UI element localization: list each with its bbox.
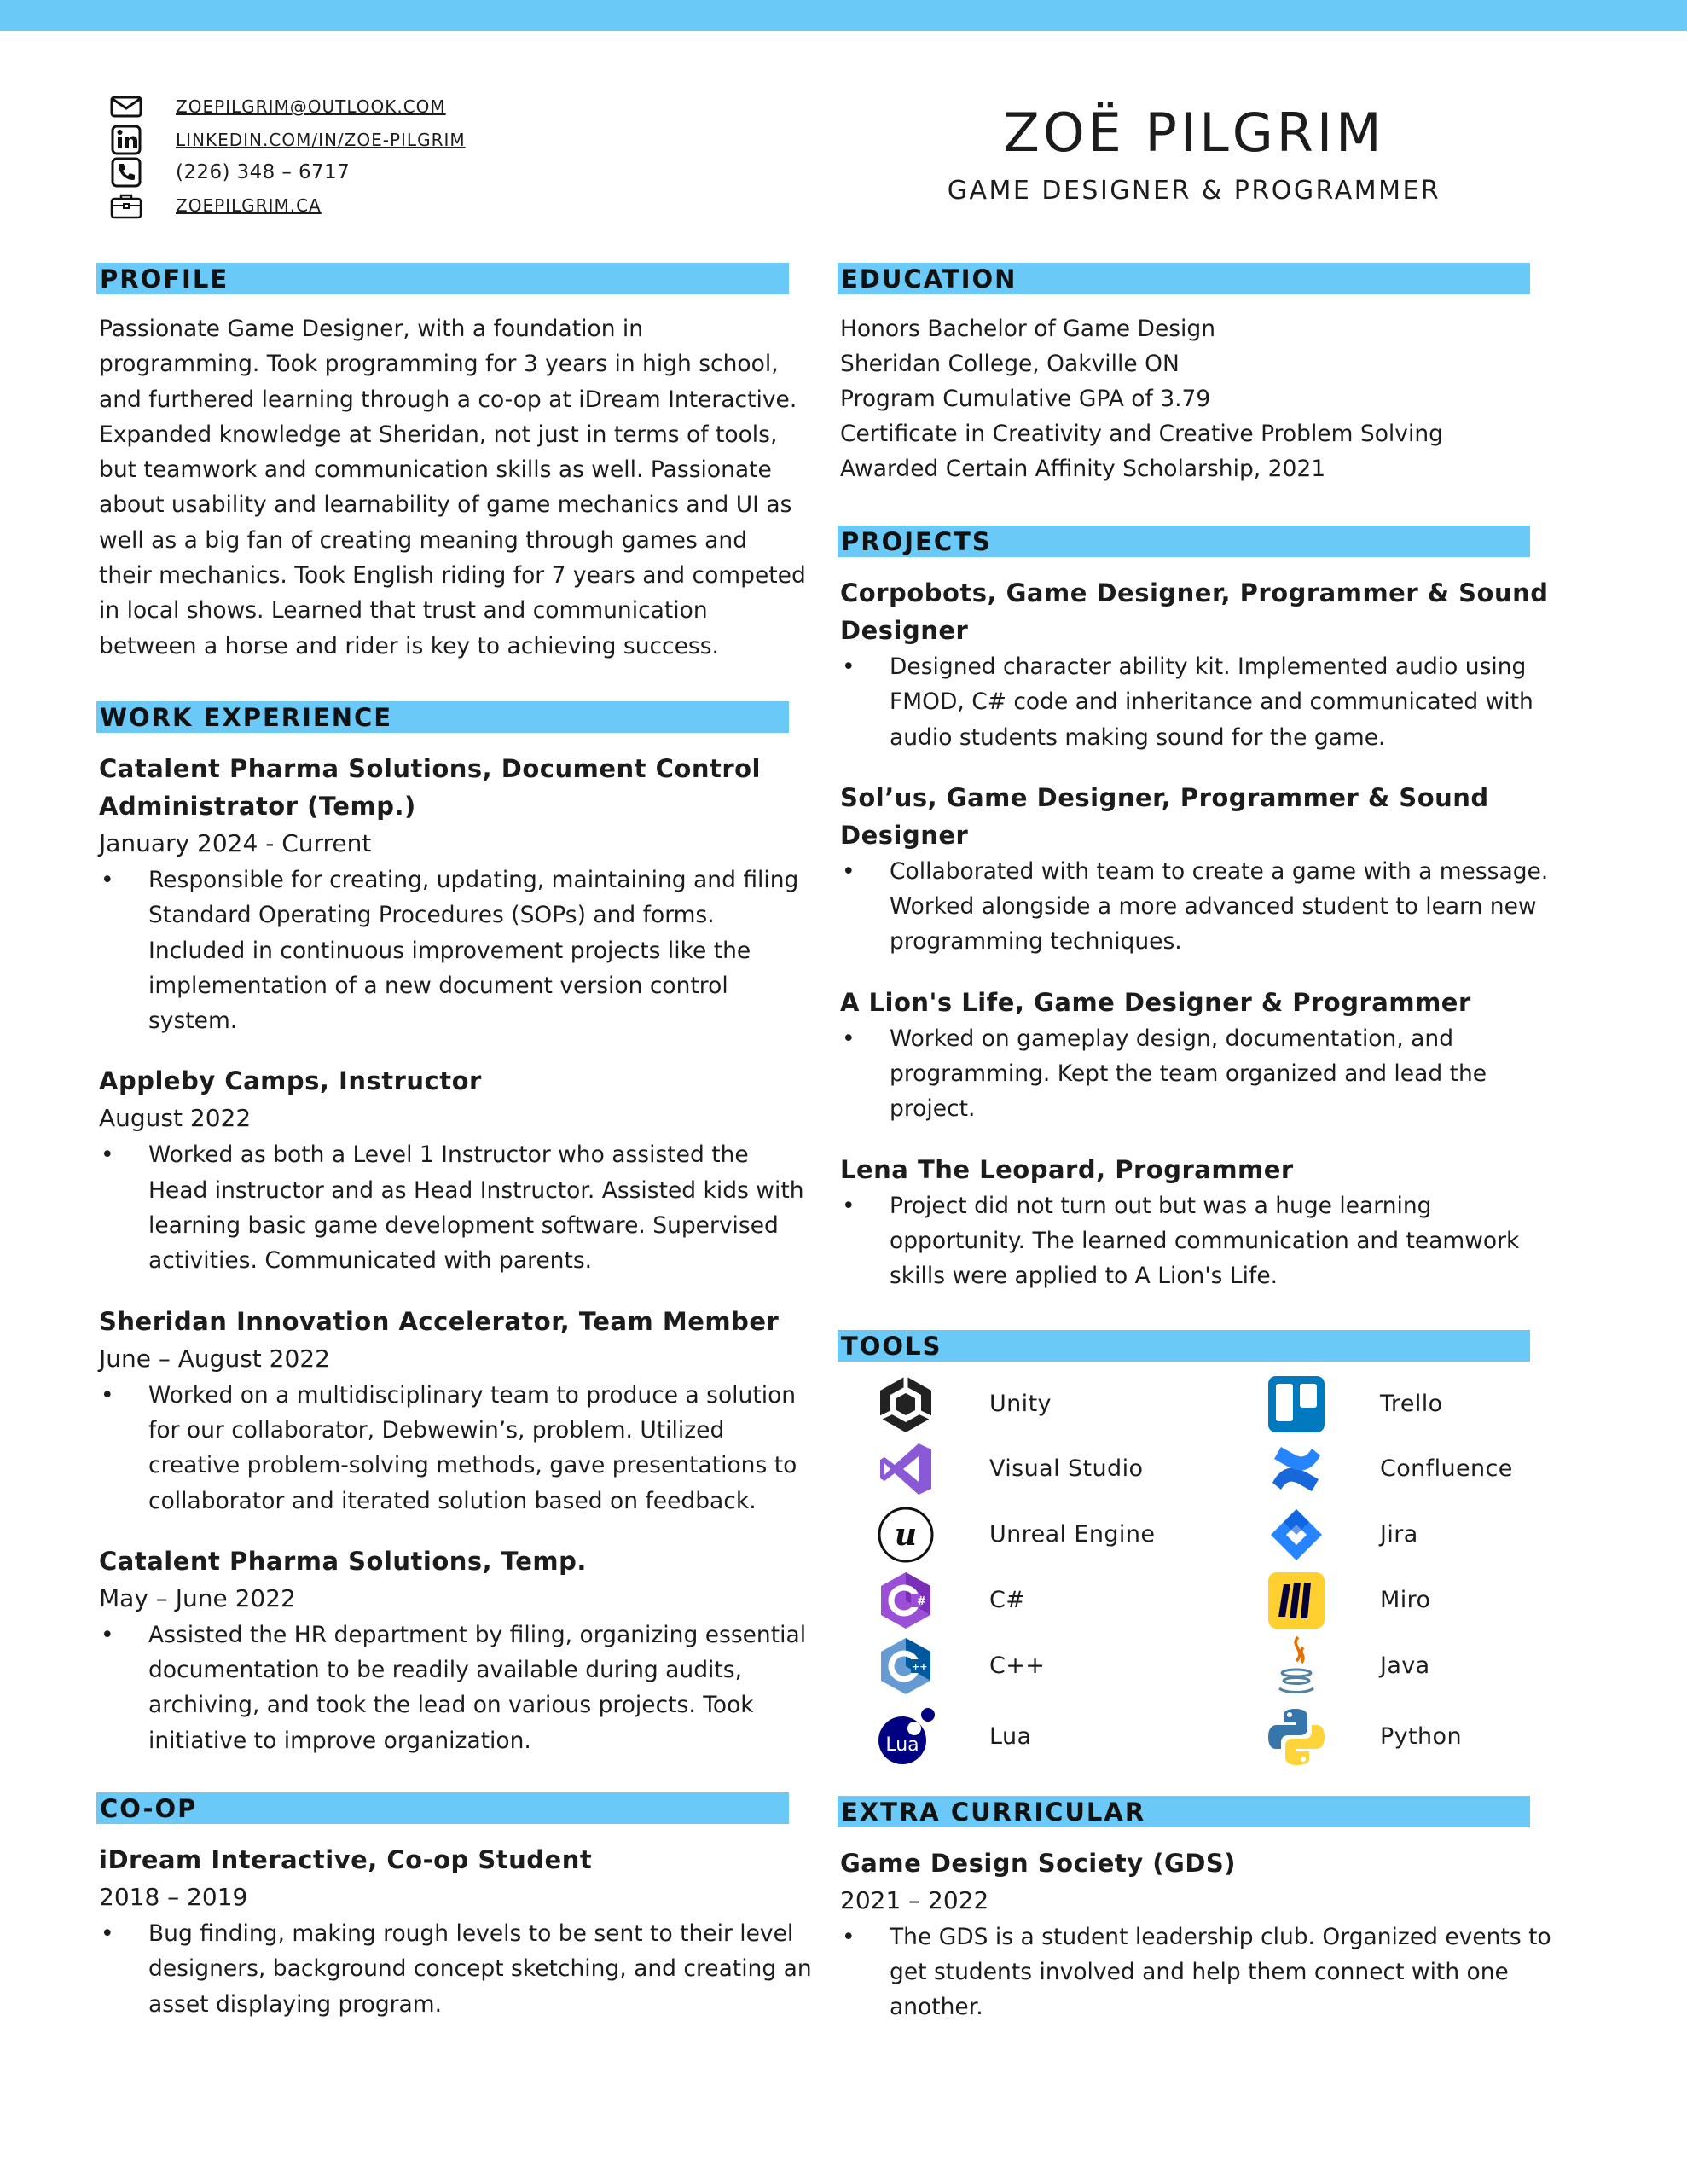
bullet-dot: • bbox=[842, 1192, 855, 1219]
bullet-dot: • bbox=[101, 1381, 114, 1409]
job-title: GAME DESIGNER & PROGRAMMER bbox=[947, 176, 1441, 206]
entry-bullet bbox=[99, 863, 813, 1038]
lua-icon-text: Lua bbox=[885, 1734, 919, 1756]
entry-bullet bbox=[99, 1916, 813, 2022]
tool-csharp bbox=[875, 1570, 1026, 1631]
lua-icon bbox=[875, 1706, 936, 1768]
cpp-icon bbox=[875, 1635, 936, 1697]
website-link[interactable]: ZOEPILGRIM.CA bbox=[176, 195, 322, 216]
education-line: Honors Bachelor of Game Design bbox=[840, 316, 1216, 342]
bullet-text: Collaborated with team to create a game with a message. Worked alongside a more advanced student to learn new programming techniques. bbox=[890, 857, 1549, 956]
entry-date: May – June 2022 bbox=[99, 1583, 296, 1612]
bullet-dot: • bbox=[842, 1923, 855, 1950]
entry-title: Game Design Society (GDS) bbox=[840, 1848, 1237, 1878]
work-entry bbox=[99, 1542, 813, 1758]
phone-number: (226) 348 – 6717 bbox=[176, 161, 351, 184]
tool-label: Unity bbox=[989, 1391, 1052, 1418]
contact-email-row bbox=[109, 90, 466, 124]
bullet-dot: • bbox=[101, 1621, 114, 1648]
education-line: Program Cumulative GPA of 3.79 bbox=[840, 386, 1211, 412]
tool-label: Python bbox=[1380, 1723, 1462, 1751]
entry-title: Corpobots, Game Designer, Programmer & Sound Designer bbox=[840, 578, 1549, 645]
tool-label: Unreal Engine bbox=[989, 1521, 1156, 1548]
bullet-dot: • bbox=[101, 866, 114, 893]
bullet-dot: • bbox=[101, 1920, 114, 1948]
tool-cpp bbox=[875, 1635, 1046, 1697]
profile-text: Passionate Game Designer, with a foundation in programming. Took programming for 3 years in high school, and furthered learning through a co-op at iDream Interactive. Expanded knowledge at Sheridan, not just in terms of tools, but teamwork and communication skills as well. Passionate about usability and learnability of game mechanics and UI as well as a big fan of creating meaning through games and their mechanics. Took English riding for 7 years and competed in local shows. Learned that trust and communication between a horse and rider is key to achieving success. bbox=[99, 316, 806, 659]
tool-label: Confluence bbox=[1380, 1455, 1513, 1483]
svg-text:#: # bbox=[917, 1594, 926, 1608]
linkedin-link[interactable]: LINKEDIN.COM/IN/ZOE-PILGRIM bbox=[176, 129, 466, 150]
entry-bullet bbox=[840, 1021, 1554, 1127]
bullet-text: Worked as both a Level 1 Instructor who assisted the Head instructor and as Head Instructor. Assisted kids with learning basic game development software. Supervised activities. Communicated with parents. bbox=[148, 1141, 804, 1275]
briefcase-icon bbox=[109, 191, 143, 220]
entry-date: 2021 – 2022 bbox=[840, 1885, 989, 1914]
entry-date: August 2022 bbox=[99, 1104, 252, 1133]
miro-icon bbox=[1266, 1570, 1327, 1631]
bullet-text: Responsible for creating, updating, maintaining and filing Standard Operating Procedures (SOPs) and forms. Included in continuous improvement projects like the implementation of a new document version control system. bbox=[148, 866, 799, 1035]
left-column bbox=[96, 263, 813, 2022]
tool-confluence bbox=[1266, 1438, 1513, 1500]
contact-phone-row bbox=[109, 156, 466, 189]
tools-grid bbox=[838, 1374, 1554, 1796]
entry-title: Sol’us, Game Designer, Programmer & Sound Designer bbox=[840, 782, 1489, 850]
bullet-dot: • bbox=[842, 857, 855, 885]
visual-studio-icon bbox=[875, 1438, 936, 1500]
bullet-dot: • bbox=[842, 1025, 855, 1052]
entry-date: 2018 – 2019 bbox=[99, 1883, 248, 1912]
coop-entry bbox=[99, 1841, 813, 2022]
extra-curricular-heading: EXTRA CURRICULAR bbox=[838, 1796, 1530, 1827]
profile-heading: PROFILE bbox=[96, 263, 789, 294]
tool-label: Java bbox=[1380, 1653, 1430, 1680]
project-entry bbox=[840, 1151, 1554, 1294]
confluence-icon bbox=[1266, 1438, 1327, 1500]
name-header bbox=[904, 101, 1484, 206]
work-entry bbox=[99, 1062, 813, 1278]
entry-title: Sheridan Innovation Accelerator, Team Member bbox=[99, 1306, 780, 1336]
svg-text:++: ++ bbox=[912, 1660, 928, 1672]
entry-bullet bbox=[840, 649, 1554, 755]
tool-lua bbox=[875, 1706, 1032, 1768]
entry-title: Catalent Pharma Solutions, Temp. bbox=[99, 1546, 587, 1576]
extra-entry bbox=[840, 1844, 1554, 2025]
tool-java bbox=[1266, 1635, 1430, 1697]
entry-bullet bbox=[840, 1188, 1554, 1294]
bullet-dot: • bbox=[101, 1141, 114, 1169]
python-icon bbox=[1266, 1706, 1327, 1768]
bullet-text: Assisted the HR department by filing, organizing essential documentation to be readily available during audits, archiving, and took the lead on various projects. Took initiative to improve organization. bbox=[148, 1621, 807, 1754]
education-heading: EDUCATION bbox=[838, 263, 1530, 294]
tool-label: C# bbox=[989, 1587, 1026, 1614]
bullet-dot: • bbox=[842, 653, 855, 680]
entry-title: Catalent Pharma Solutions, Document Control Administrator (Temp.) bbox=[99, 753, 761, 821]
svg-text:u: u bbox=[894, 1516, 918, 1553]
entry-title: Lena The Leopard, Programmer bbox=[840, 1154, 1294, 1184]
jira-icon bbox=[1266, 1504, 1327, 1565]
projects-heading: PROJECTS bbox=[838, 526, 1530, 557]
phone-icon bbox=[109, 158, 143, 187]
contact-linkedin-row bbox=[109, 124, 466, 157]
csharp-icon bbox=[875, 1570, 936, 1631]
trello-icon bbox=[1266, 1374, 1327, 1435]
entry-bullet bbox=[99, 1618, 813, 1758]
bullet-text: Worked on a multidisciplinary team to produce a solution for our collaborator, Debwewin’s, problem. Utilized creative problem-solving methods, gave presentations to collaborator and iterated solution based on feedback. bbox=[148, 1381, 797, 1514]
tool-label: C++ bbox=[989, 1653, 1046, 1680]
tools-heading: TOOLS bbox=[838, 1330, 1530, 1362]
education-list bbox=[838, 311, 1554, 486]
top-accent-band bbox=[0, 0, 1687, 31]
entry-title: iDream Interactive, Co-op Student bbox=[99, 1845, 593, 1875]
tool-label: Lua bbox=[989, 1723, 1032, 1751]
work-entry bbox=[99, 1303, 813, 1519]
email-link[interactable]: ZOEPILGRIM@OUTLOOK.COM bbox=[176, 96, 446, 118]
right-column bbox=[838, 263, 1554, 2024]
coop-heading: CO-OP bbox=[96, 1792, 789, 1824]
tool-label: Trello bbox=[1380, 1391, 1443, 1418]
bullet-text: Bug finding, making rough levels to be sent to their level designers, background concept sketching, and creating an asset displaying program. bbox=[148, 1920, 812, 2018]
bullet-text: Worked on gameplay design, documentation, and programming. Kept the team organized and lead the project. bbox=[890, 1025, 1487, 1123]
work-experience-heading: WORK EXPERIENCE bbox=[96, 701, 789, 733]
entry-bullet bbox=[840, 854, 1554, 960]
entry-title: A Lion's Life, Game Designer & Programmer bbox=[840, 987, 1471, 1017]
work-entry bbox=[99, 750, 813, 1038]
project-entry bbox=[840, 574, 1554, 755]
entry-bullet bbox=[99, 1137, 813, 1278]
project-entry bbox=[840, 984, 1554, 1127]
tool-label: Jira bbox=[1380, 1521, 1418, 1548]
java-icon bbox=[1266, 1635, 1327, 1697]
education-line: Certificate in Creativity and Creative Problem Solving bbox=[840, 421, 1443, 447]
education-line: Sheridan College, Oakville ON bbox=[840, 351, 1180, 377]
mail-icon bbox=[109, 92, 143, 121]
project-entry bbox=[840, 779, 1554, 960]
unity-icon bbox=[875, 1374, 936, 1435]
tool-python bbox=[1266, 1706, 1462, 1768]
entry-bullet bbox=[99, 1378, 813, 1519]
tool-label: Visual Studio bbox=[989, 1455, 1144, 1483]
tool-jira bbox=[1266, 1504, 1418, 1565]
entry-bullet bbox=[840, 1920, 1554, 2025]
contact-website-row bbox=[109, 189, 466, 223]
entry-date: January 2024 - Current bbox=[99, 828, 372, 857]
contact-block bbox=[109, 90, 466, 222]
entry-title: Appleby Camps, Instructor bbox=[99, 1066, 482, 1096]
education-line: Awarded Certain Affinity Scholarship, 2021 bbox=[840, 456, 1326, 482]
tool-label: Miro bbox=[1380, 1587, 1431, 1614]
tool-miro bbox=[1266, 1570, 1431, 1631]
linkedin-icon bbox=[109, 125, 143, 154]
tool-unity bbox=[875, 1374, 1052, 1435]
tool-visual-studio bbox=[875, 1438, 1144, 1500]
unreal-engine-icon bbox=[875, 1504, 936, 1565]
bullet-text: The GDS is a student leadership club. Organized events to get students involved and help them connect with one another. bbox=[890, 1923, 1551, 2021]
tool-trello bbox=[1266, 1374, 1443, 1435]
person-name: ZOË PILGRIM bbox=[1003, 102, 1385, 164]
tool-unreal-engine bbox=[875, 1504, 1156, 1565]
bullet-text: Designed character ability kit. Implemented audio using FMOD, C# code and inheritance and communicated with audio students making sound for the game. bbox=[890, 653, 1533, 751]
bullet-text: Project did not turn out but was a huge learning opportunity. The learned communication and teamwork skills were applied to A Lion's Life. bbox=[890, 1192, 1520, 1290]
entry-date: June – August 2022 bbox=[99, 1344, 330, 1373]
